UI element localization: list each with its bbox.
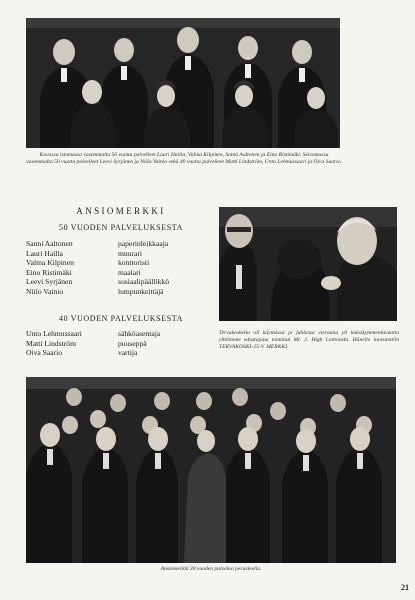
awardee-job: lumpunkeittäjä (118, 286, 164, 296)
awardee-name: Leevi Syrjänen (26, 277, 73, 286)
awardee-name: Niilo Vainio (26, 286, 64, 296)
awardee-job: konttoristi (118, 258, 150, 267)
page-number: 21 (401, 583, 409, 592)
list-item (26, 277, 216, 287)
awardee-name: Unto Lehmussaari (26, 329, 82, 338)
list-item (26, 249, 216, 259)
list-item (26, 329, 216, 339)
awardee-name: Matti Lindström (26, 338, 76, 348)
list-item (26, 258, 216, 268)
caption-top: Kuvassa istumassa vasemmalta 50 vuotta palvelleet Lauri Hailla, Valma Kilpinen, Sanni Aaltonen ja Eino Ristimäki. Seisomassa vasemmalta 50 vuotta palvelleet Leevi Syrjänen ja Niilo Vainio sekä 40 vuotta palvelleet Matti Lindström, Unto Lehmussaari ja Oiva Saario. (26, 152, 342, 165)
list-item (26, 287, 216, 297)
awardee-name: Oiva Saario (26, 348, 63, 357)
awardee-job: vartija (118, 348, 138, 357)
awardee-job: paperinleikkaaja (118, 239, 169, 248)
award-heading: ANSIOMERKKI (76, 206, 166, 216)
section-50-title: 50 VUODEN PALVELUKSESTA (59, 223, 183, 232)
awardee-name: Lauri Hailla (26, 248, 63, 258)
section-40-title: 40 VUODEN PALVELUKSESTA (59, 314, 183, 323)
awardee-job: puuseppä (118, 338, 147, 348)
awardee-list-50 (26, 239, 216, 296)
badge-ceremony-photo (219, 207, 397, 321)
caption-bottom: Ansiomerkki 30 vuoden palvelun perusteella. (160, 566, 262, 572)
awardee-job: muurari (118, 248, 143, 258)
awardee-name: Eino Ristimäki (26, 267, 72, 277)
list-item (26, 339, 216, 349)
awardee-job: sosiaalipäällikkö (118, 277, 170, 286)
awardee-job: sähköasentaja (118, 329, 161, 338)
list-item (26, 239, 216, 249)
group-photo-top (26, 18, 340, 148)
list-item (26, 348, 216, 358)
awardee-job: maalari (118, 267, 141, 277)
list-item (26, 268, 216, 278)
awardee-name: Valma Kilpinen (26, 258, 74, 267)
caption-right: Tervakoskella oli käymässä ja juhlassa vieraana yli kaksikymmentävuotta yhtiömme edustajana toiminut Mr. J. High Lontoosta. Hänelle luovutettiin TERVAKOSKI-25-V. MERKKI. (219, 330, 399, 350)
awardee-list-40 (26, 329, 216, 358)
awardee-name: Sanni Aaltonen (26, 239, 73, 248)
group-photo-bottom (26, 377, 396, 563)
